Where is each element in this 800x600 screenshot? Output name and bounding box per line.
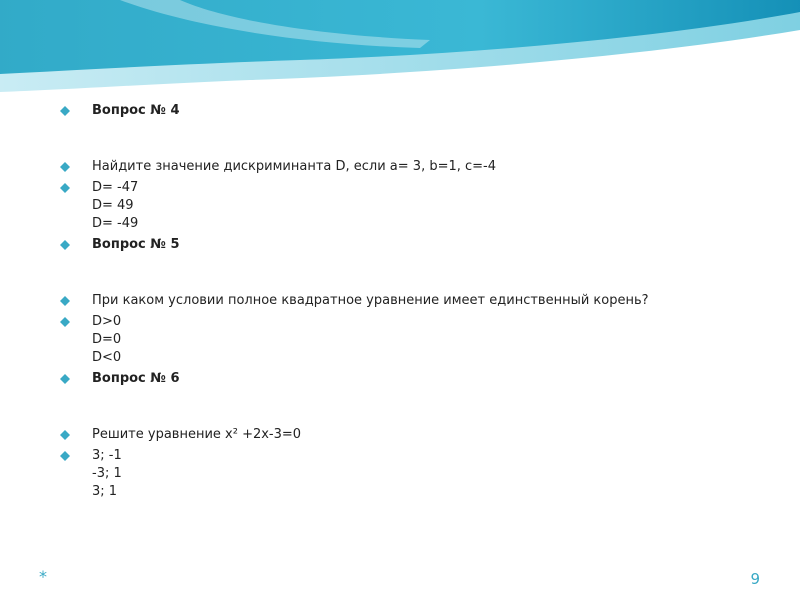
question-list xyxy=(60,100,760,501)
bullet-icon xyxy=(60,296,70,306)
bullet-icon xyxy=(60,451,70,461)
bullet-icon xyxy=(60,317,70,327)
bullet-icon xyxy=(60,183,70,193)
page-number: 9 xyxy=(750,570,760,588)
question-6-options: 3; -1 -3; 1 3; 1 xyxy=(60,447,760,501)
question-5-text: При каком условии полное квадратное уравнение имеет единственный корень? xyxy=(60,292,760,310)
bullet-icon xyxy=(60,430,70,440)
question-4-options: D= -47 D= 49 D= -49 xyxy=(60,179,760,233)
footer-star: * xyxy=(39,567,47,586)
question-6-text: Решите уравнение x² +2x-3=0 xyxy=(60,426,760,444)
question-6-heading: Вопрос № 6 xyxy=(60,370,760,388)
question-5-options: D>0 D=0 D<0 xyxy=(60,313,760,367)
bullet-icon xyxy=(60,374,70,384)
question-5-heading: Вопрос № 5 xyxy=(60,236,760,254)
bullet-icon xyxy=(60,240,70,250)
header-wave xyxy=(0,0,800,95)
question-4-text: Найдите значение дискриминанта D, если a= 3, b=1, c=-4 xyxy=(60,158,760,176)
bullet-icon xyxy=(60,162,70,172)
bullet-icon xyxy=(60,106,70,116)
question-4-heading: Вопрос № 4 xyxy=(60,102,760,120)
